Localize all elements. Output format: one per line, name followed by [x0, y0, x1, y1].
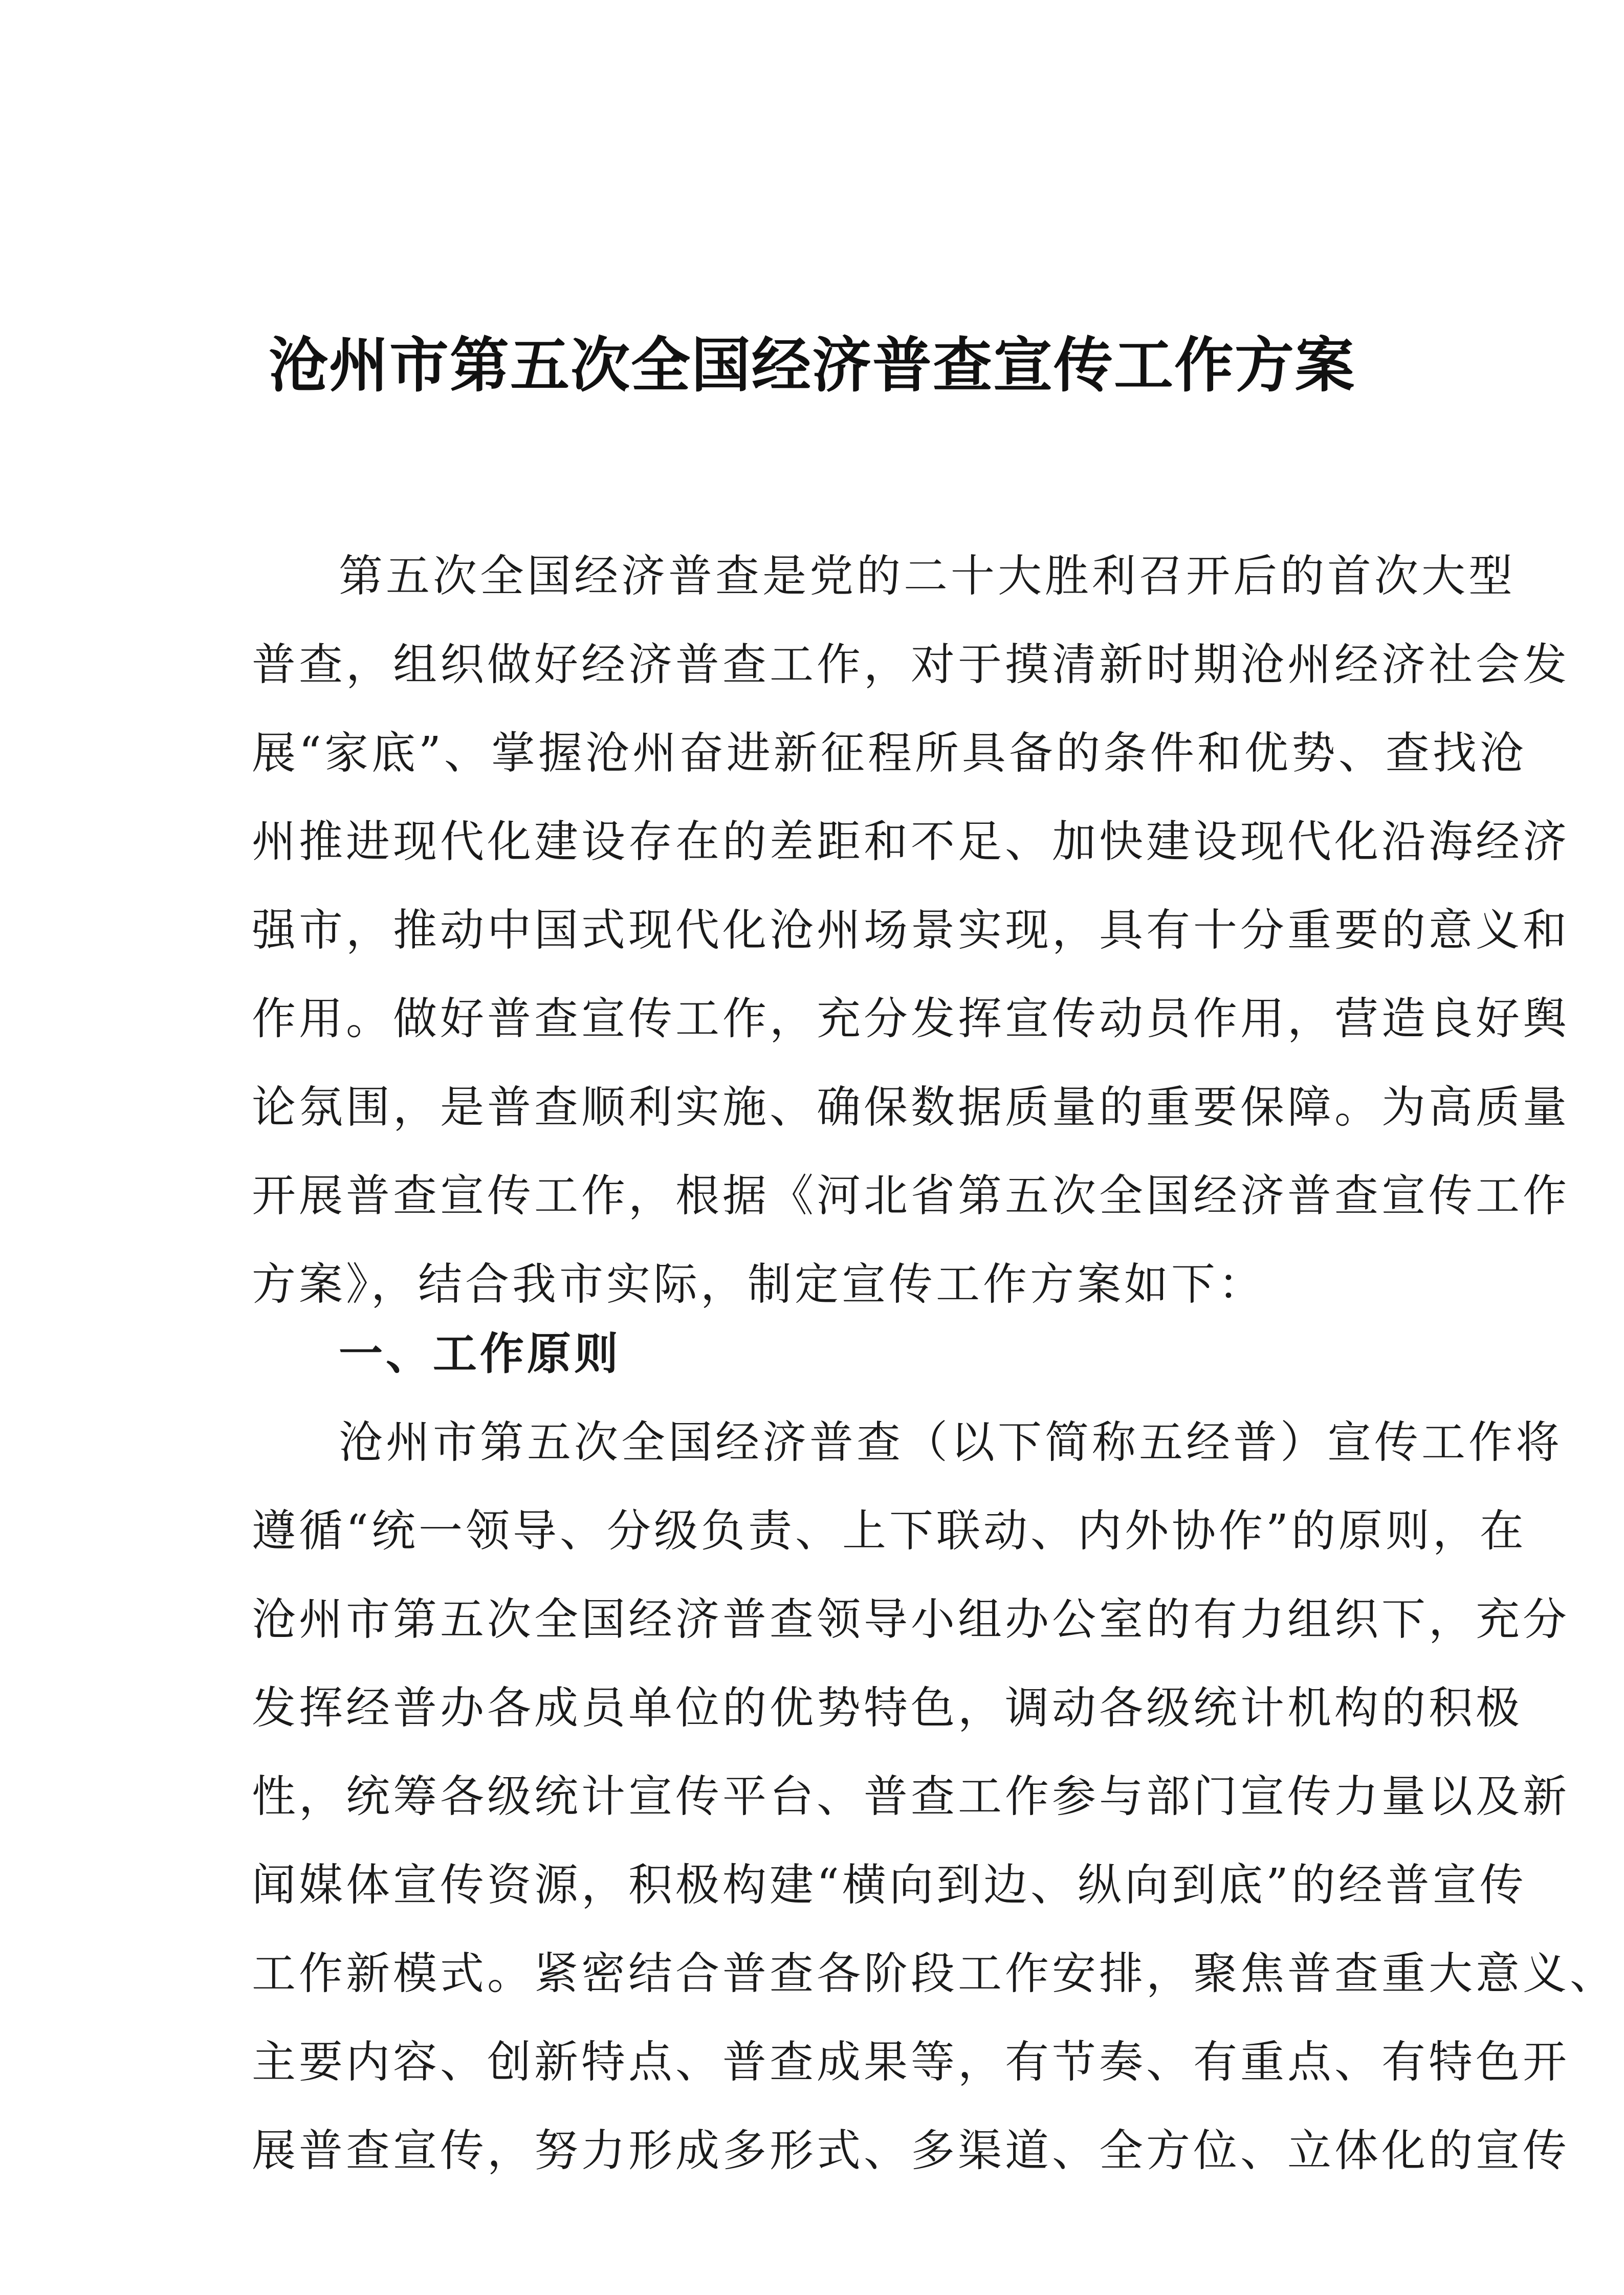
paragraph-line: 闻媒体宣传资源，积极构建“横向到边、纵向到底”的经普宣传	[252, 1860, 1527, 1911]
section-heading: 一、工作原则	[339, 1328, 621, 1380]
paragraph-line: 作用。做好普查宣传工作，充分发挥宣传动员作用，营造良好舆	[252, 993, 1570, 1044]
document-title: 沧州市第五次全国经济普查宣传工作方案	[269, 331, 1355, 400]
paragraph-line: 展“家底”、掌握沧州奋进新征程所具备的条件和优势、查找沧	[252, 728, 1527, 779]
paragraph-line: 主要内容、创新特点、普查成果等，有节奏、有重点、有特色开	[252, 2037, 1570, 2088]
paragraph-line: 展普查宣传，努力形成多形式、多渠道、全方位、立体化的宣传	[252, 2125, 1570, 2176]
paragraph-line: 沧州市第五次全国经济普查（以下简称五经普）宣传工作将	[339, 1417, 1563, 1468]
paragraph-line: 工作新模式。紧密结合普查各阶段工作安排，聚焦普查重大意义、	[252, 1948, 1617, 1999]
paragraph-line: 强市，推动中国式现代化沧州场景实现，具有十分重要的意义和	[252, 905, 1570, 956]
paragraph-line: 沧州市第五次全国经济普查领导小组办公室的有力组织下，充分	[252, 1594, 1570, 1645]
paragraph-line: 论氛围，是普查顺利实施、确保数据质量的重要保障。为高质量	[252, 1082, 1570, 1133]
paragraph-line: 性，统筹各级统计宣传平台、普查工作参与部门宣传力量以及新	[252, 1771, 1570, 1822]
section-work-principles	[252, 1310, 1617, 2195]
paragraph-line: 普查，组织做好经济普查工作，对于摸清新时期沧州经济社会发	[252, 639, 1570, 690]
intro-paragraph	[252, 532, 1570, 1329]
paragraph-line: 州推进现代化建设存在的差距和不足、加快建设现代化沿海经济	[252, 816, 1570, 867]
paragraph-line: 发挥经普办各成员单位的优势特色，调动各级统计机构的积极	[252, 1682, 1523, 1734]
paragraph-line: 方案》，结合我市实际，制定宣传工作方案如下：	[252, 1259, 1265, 1310]
paragraph-line: 遵循“统一领导、分级负责、上下联动、内外协作”的原则，在	[252, 1505, 1527, 1557]
paragraph-line: 开展普查宣传工作，根据《河北省第五次全国经济普查宣传工作	[252, 1170, 1570, 1221]
paragraph-line: 第五次全国经济普查是党的二十大胜利召开后的首次大型	[339, 551, 1516, 602]
